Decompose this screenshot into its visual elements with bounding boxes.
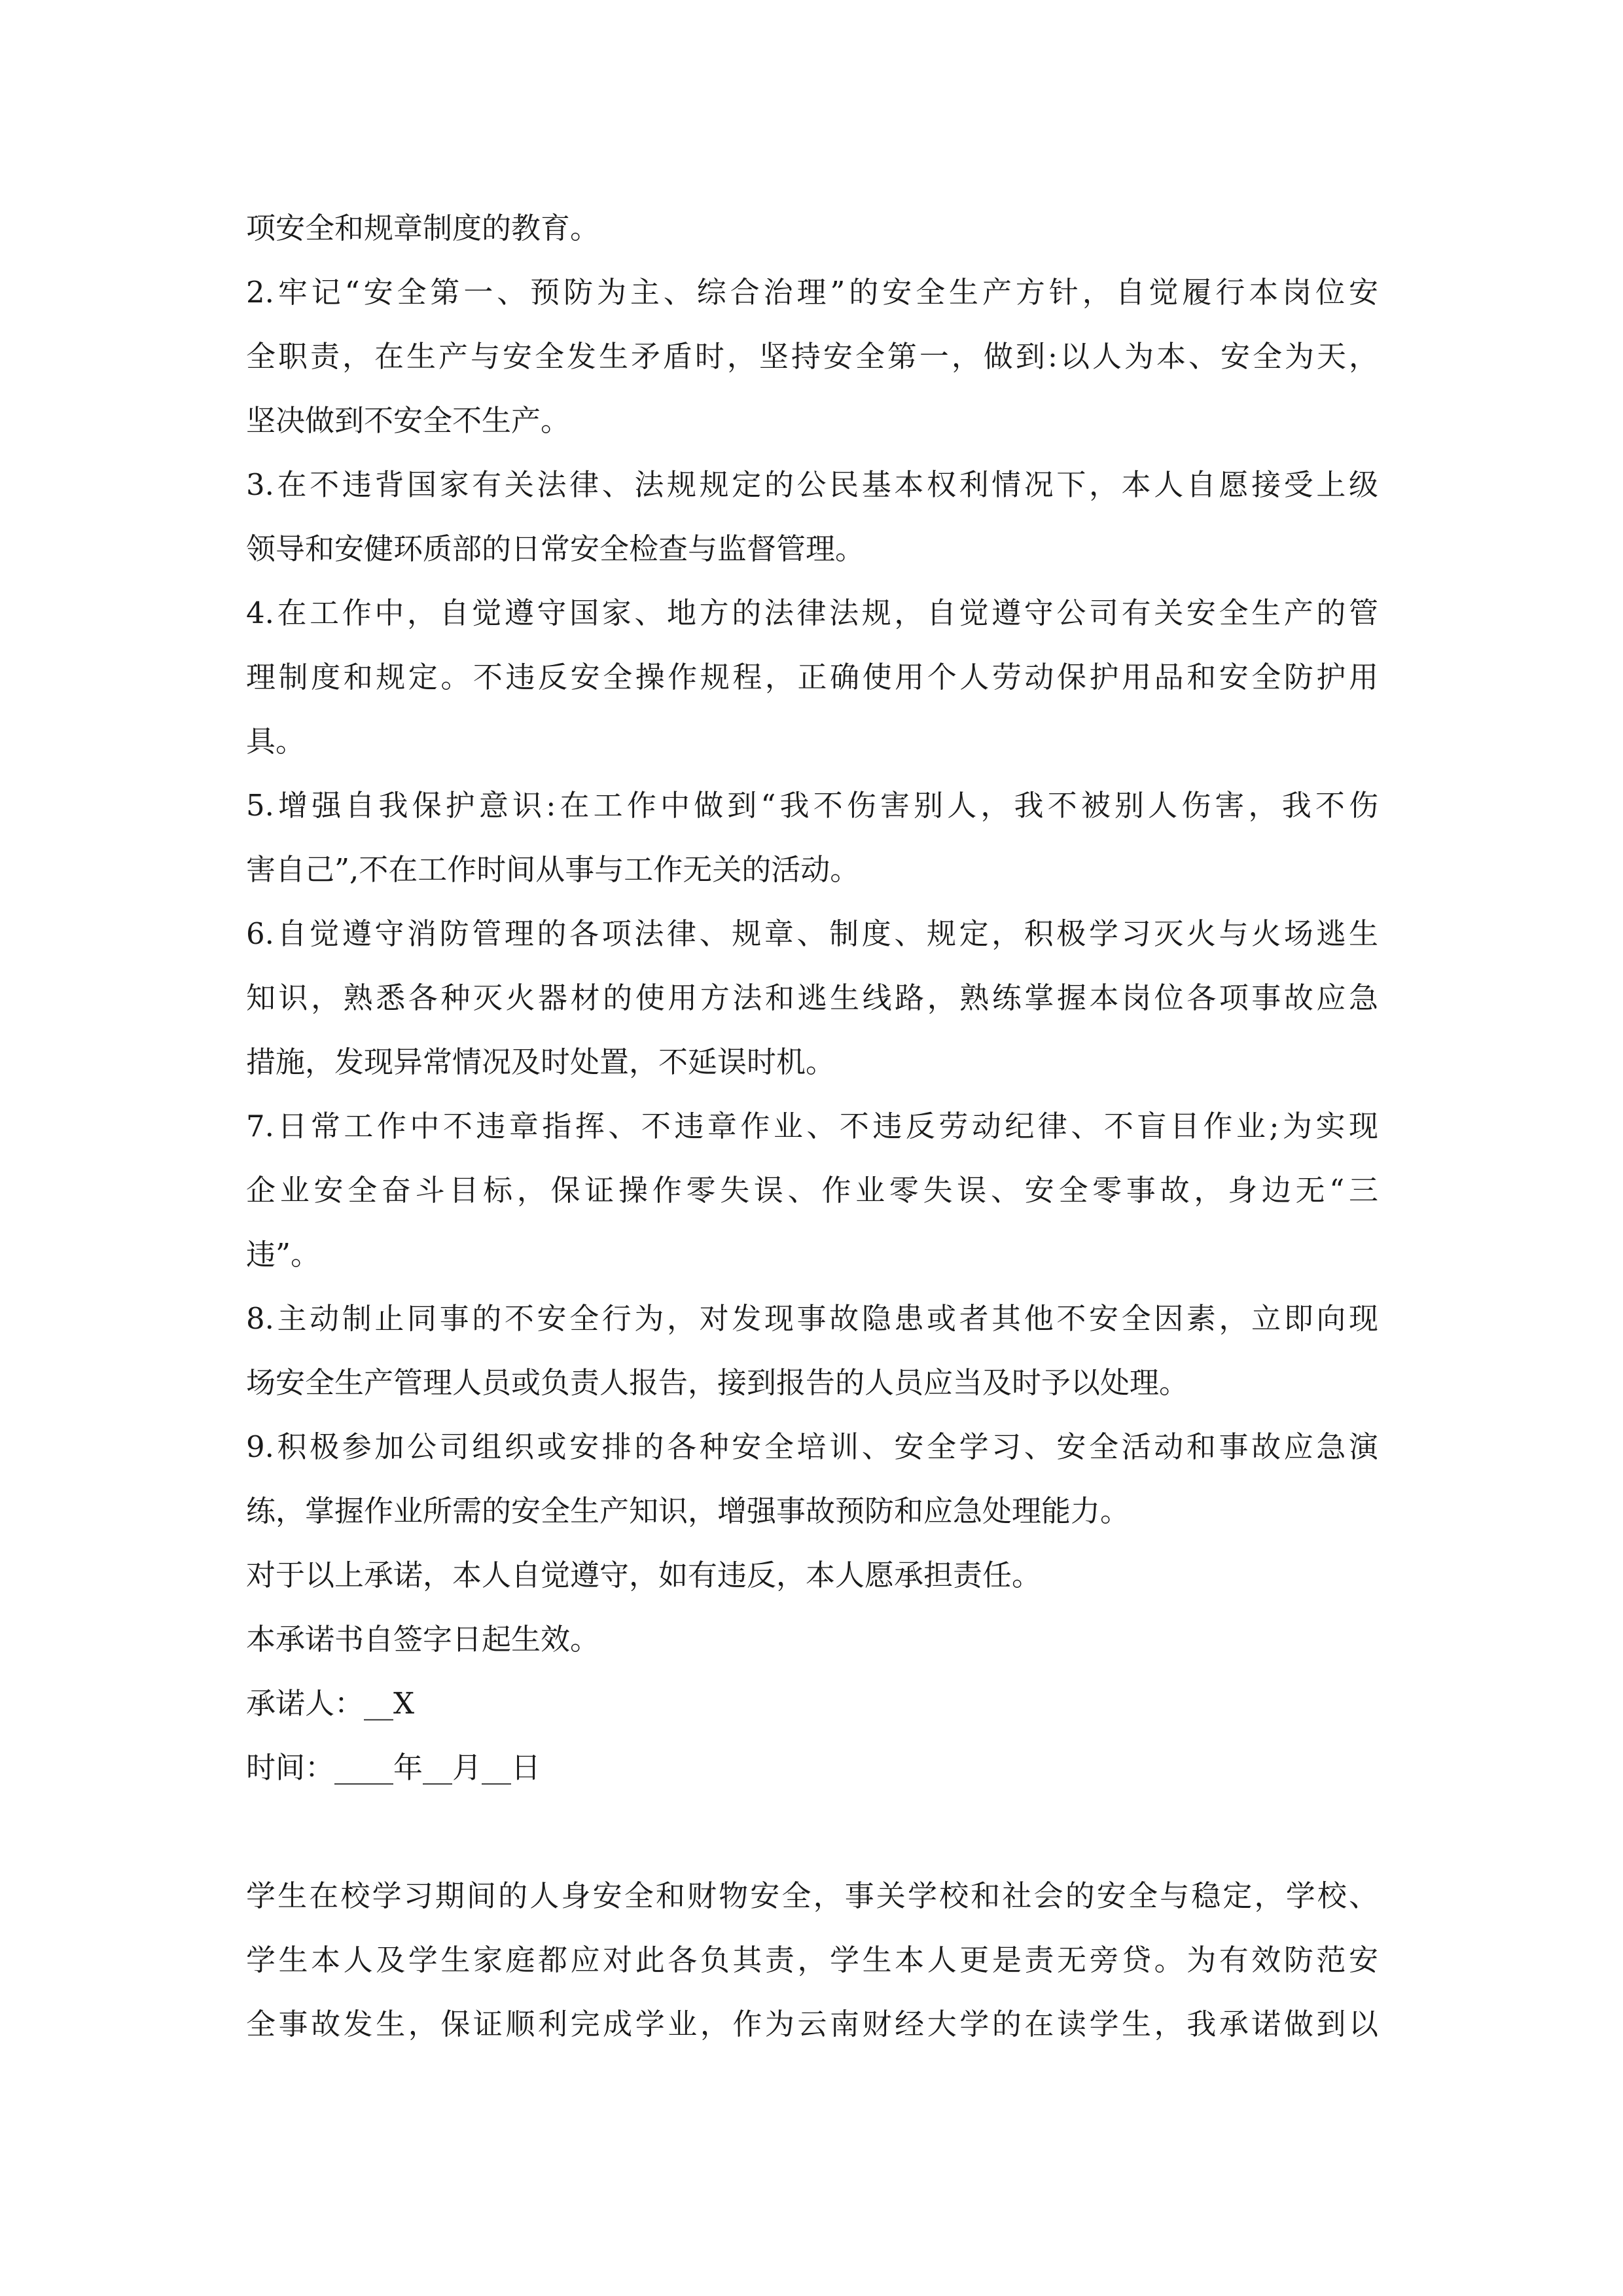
- text-line: 本承诺书自签字日起生效。: [246, 1622, 600, 1657]
- text-line: 领导和安健环质部的日常安全检查与监督管理。: [246, 531, 865, 566]
- text-line: 学生本人及学生家庭都应对此各负其责，学生本人更是责无旁贷。为有效防范安: [246, 1943, 1378, 1977]
- document-body: [246, 196, 1378, 2056]
- text-line: 措施，发现异常情况及时处置，不延误时机。: [246, 1045, 836, 1079]
- text-line: 违”。: [246, 1237, 321, 1272]
- text-line: 理制度和规定。不违反安全操作规程，正确使用个人劳动保护用品和安全防护用: [246, 660, 1378, 694]
- text-line: 害自己”,不在工作时间从事与工作无关的活动。: [246, 852, 860, 887]
- text-line: 8.主动制止同事的不安全行为，对发现事故隐患或者其他不安全因素，立即向现: [246, 1301, 1378, 1336]
- text-line: 知识，熟悉各种灭火器材的使用方法和逃生线路，熟练掌握本岗位各项事故应急: [246, 980, 1378, 1015]
- text-line: 场安全生产管理人员或负责人报告，接到报告的人员应当及时予以处理。: [246, 1365, 1189, 1400]
- date-line: 时间：____年__月__日: [246, 1750, 541, 1785]
- text-line: 2.牢记“安全第一、预防为主、综合治理”的安全生产方针，自觉履行本岗位安: [246, 275, 1378, 310]
- text-line: 坚决做到不安全不生产。: [246, 403, 571, 438]
- text-line: 全职责，在生产与安全发生矛盾时，坚持安全第一，做到:以人为本、安全为天，: [246, 339, 1378, 374]
- text-line: 9.积极参加公司组织或安排的各种安全培训、安全学习、安全活动和事故应急演: [246, 1429, 1378, 1464]
- text-line: 对于以上承诺，本人自觉遵守，如有违反，本人愿承担责任。: [246, 1558, 1042, 1592]
- text-line: 3.在不违背国家有关法律、法规规定的公民基本权利情况下，本人自愿接受上级: [246, 467, 1378, 502]
- text-line: 学生在校学习期间的人身安全和财物安全，事关学校和社会的安全与稳定，学校、: [246, 1878, 1378, 1913]
- text-line: 5.增强自我保护意识:在工作中做到“我不伤害别人，我不被别人伤害，我不伤: [246, 788, 1378, 823]
- section-gap: [246, 1800, 1378, 1864]
- text-line: 企业安全奋斗目标，保证操作零失误、作业零失误、安全零事故，身边无“三: [246, 1173, 1378, 1208]
- text-line: 全事故发生，保证顺利完成学业，作为云南财经大学的在读学生，我承诺做到以: [246, 2007, 1378, 2041]
- text-line: 具。: [246, 724, 306, 759]
- signer-line: 承诺人：__X: [246, 1686, 415, 1721]
- text-line: 项安全和规章制度的教育。: [246, 211, 600, 245]
- text-line: 4.在工作中，自觉遵守国家、地方的法律法规，自觉遵守公司有关安全生产的管: [246, 596, 1378, 630]
- text-line: 练，掌握作业所需的安全生产知识，增强事故预防和应急处理能力。: [246, 1494, 1130, 1528]
- text-line: 7.日常工作中不违章指挥、不违章作业、不违反劳动纪律、不盲目作业;为实现: [246, 1109, 1378, 1143]
- student-pledge-intro: [246, 1864, 1378, 2056]
- pledge-section: [246, 196, 1378, 1800]
- text-line: 6.自觉遵守消防管理的各项法律、规章、制度、规定，积极学习灭火与火场逃生: [246, 916, 1378, 951]
